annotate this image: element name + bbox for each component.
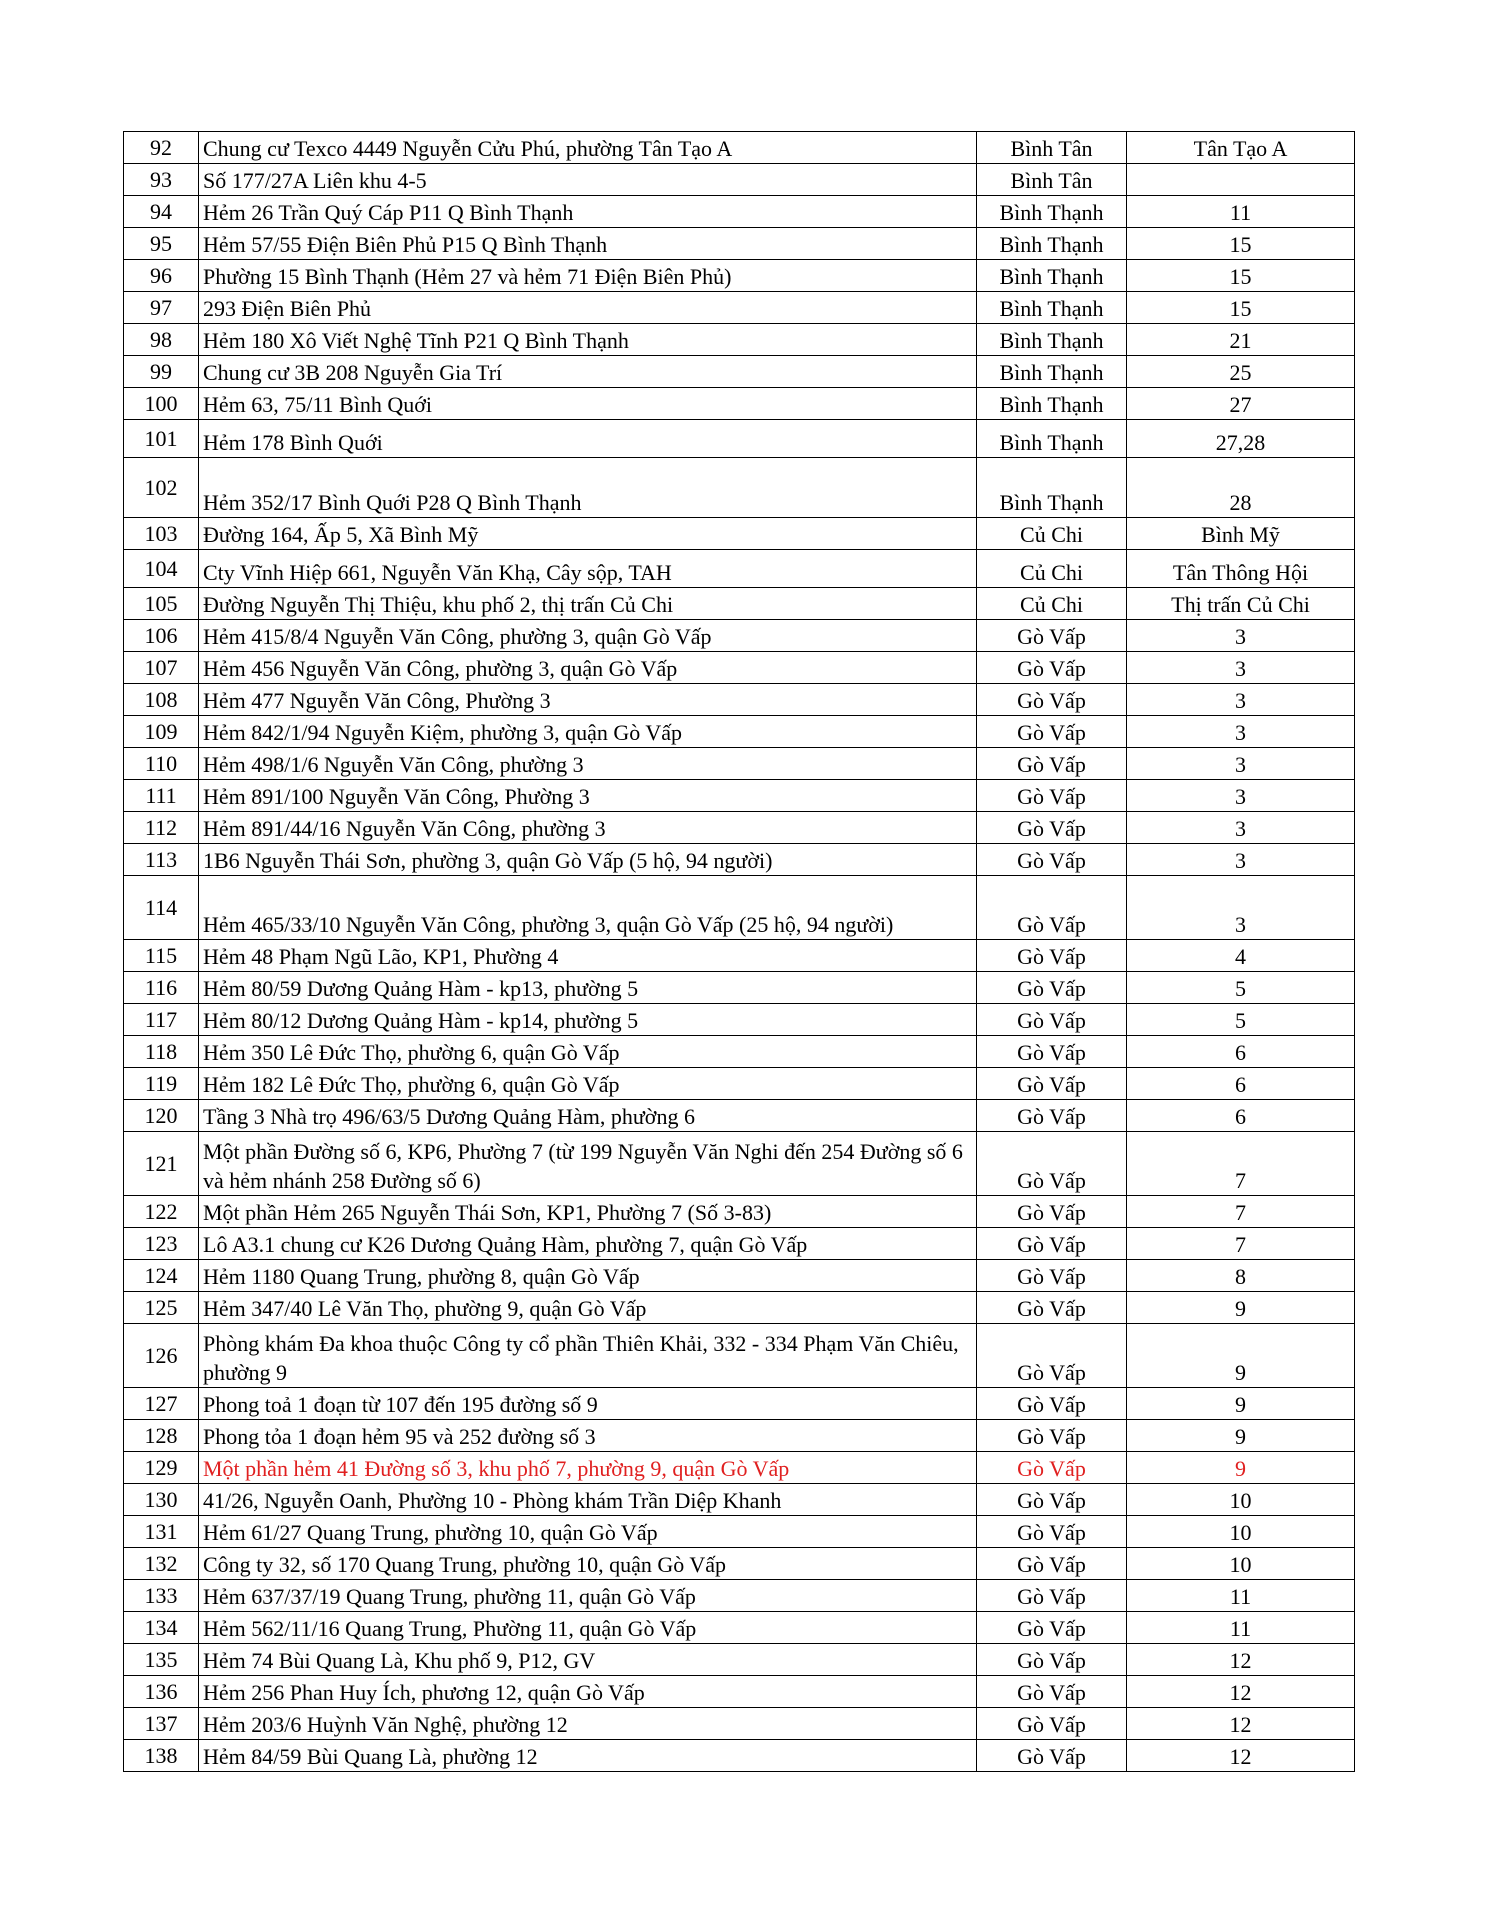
district-cell: Gò Vấp xyxy=(977,972,1127,1004)
table-row xyxy=(124,228,1355,260)
address-cell: Phong tỏa 1 đoạn hẻm 95 và 252 đường số 3 xyxy=(199,1420,977,1452)
address-cell: Hẻm 61/27 Quang Trung, phường 10, quận Gò Vấp xyxy=(199,1516,977,1548)
ward-cell: 3 xyxy=(1127,844,1355,876)
table-row xyxy=(124,1580,1355,1612)
ward-cell: 9 xyxy=(1127,1292,1355,1324)
table-row xyxy=(124,1708,1355,1740)
ward-cell: 7 xyxy=(1127,1228,1355,1260)
address-cell: 1B6 Nguyễn Thái Sơn, phường 3, quận Gò Vấp (5 hộ, 94 người) xyxy=(199,844,977,876)
table-row xyxy=(124,1548,1355,1580)
table-row xyxy=(124,1196,1355,1228)
row-number: 102 xyxy=(124,458,199,518)
table-row xyxy=(124,1324,1355,1388)
table-row xyxy=(124,1228,1355,1260)
row-number: 103 xyxy=(124,518,199,550)
row-number: 115 xyxy=(124,940,199,972)
row-number: 100 xyxy=(124,388,199,420)
ward-cell: 11 xyxy=(1127,196,1355,228)
district-cell: Gò Vấp xyxy=(977,1612,1127,1644)
district-cell: Gò Vấp xyxy=(977,1452,1127,1484)
address-cell: Số 177/27A Liên khu 4-5 xyxy=(199,164,977,196)
ward-cell: 6 xyxy=(1127,1100,1355,1132)
ward-cell: 3 xyxy=(1127,812,1355,844)
row-number: 117 xyxy=(124,1004,199,1036)
ward-cell: 9 xyxy=(1127,1420,1355,1452)
address-cell: Một phần Đường số 6, KP6, Phường 7 (từ 199 Nguyễn Văn Nghi đến 254 Đường số 6 và hẻm nhánh 258 Đường số 6) xyxy=(199,1132,977,1196)
district-cell: Bình Tân xyxy=(977,132,1127,164)
address-cell: Hẻm 562/11/16 Quang Trung, Phường 11, quận Gò Vấp xyxy=(199,1612,977,1644)
ward-cell: 12 xyxy=(1127,1676,1355,1708)
row-number: 98 xyxy=(124,324,199,356)
row-number: 96 xyxy=(124,260,199,292)
district-cell: Gò Vấp xyxy=(977,1292,1127,1324)
row-number: 111 xyxy=(124,780,199,812)
table-row xyxy=(124,972,1355,1004)
ward-cell: 15 xyxy=(1127,228,1355,260)
ward-cell: 12 xyxy=(1127,1708,1355,1740)
table-row xyxy=(124,388,1355,420)
address-cell: Hẻm 182 Lê Đức Thọ, phường 6, quận Gò Vấp xyxy=(199,1068,977,1100)
ward-cell: 15 xyxy=(1127,292,1355,324)
district-cell: Bình Thạnh xyxy=(977,292,1127,324)
address-cell: Một phần hẻm 41 Đường số 3, khu phố 7, phường 9, quận Gò Vấp xyxy=(199,1452,977,1484)
row-number: 138 xyxy=(124,1740,199,1772)
address-cell: Hẻm 456 Nguyễn Văn Công, phường 3, quận Gò Vấp xyxy=(199,652,977,684)
row-number: 104 xyxy=(124,550,199,588)
district-cell: Gò Vấp xyxy=(977,748,1127,780)
ward-cell: Tân Thông Hội xyxy=(1127,550,1355,588)
table-row xyxy=(124,1036,1355,1068)
ward-cell: 28 xyxy=(1127,458,1355,518)
row-number: 106 xyxy=(124,620,199,652)
district-cell: Gò Vấp xyxy=(977,844,1127,876)
district-cell: Gò Vấp xyxy=(977,684,1127,716)
district-cell: Gò Vấp xyxy=(977,620,1127,652)
district-cell: Gò Vấp xyxy=(977,1228,1127,1260)
district-cell: Gò Vấp xyxy=(977,1132,1127,1196)
row-number: 109 xyxy=(124,716,199,748)
district-cell: Gò Vấp xyxy=(977,1516,1127,1548)
table-row xyxy=(124,324,1355,356)
address-cell: Hẻm 26 Trần Quý Cáp P11 Q Bình Thạnh xyxy=(199,196,977,228)
table-body xyxy=(124,132,1355,1772)
address-cell: Hẻm 891/44/16 Nguyễn Văn Công, phường 3 xyxy=(199,812,977,844)
row-number: 107 xyxy=(124,652,199,684)
ward-cell: 5 xyxy=(1127,1004,1355,1036)
address-cell: Đường 164, Ấp 5, Xã Bình Mỹ xyxy=(199,518,977,550)
address-cell: Hẻm 180 Xô Viết Nghệ Tĩnh P21 Q Bình Thạnh xyxy=(199,324,977,356)
address-cell: Hẻm 498/1/6 Nguyễn Văn Công, phường 3 xyxy=(199,748,977,780)
address-cell: Lô A3.1 chung cư K26 Dương Quảng Hàm, phường 7, quận Gò Vấp xyxy=(199,1228,977,1260)
row-number: 92 xyxy=(124,132,199,164)
district-cell: Bình Thạnh xyxy=(977,458,1127,518)
ward-cell: 3 xyxy=(1127,620,1355,652)
table-row xyxy=(124,518,1355,550)
district-cell: Gò Vấp xyxy=(977,1068,1127,1100)
table-row xyxy=(124,1132,1355,1196)
table-row xyxy=(124,1004,1355,1036)
table-row xyxy=(124,620,1355,652)
table-row xyxy=(124,1676,1355,1708)
table-row xyxy=(124,588,1355,620)
table-row xyxy=(124,132,1355,164)
address-table xyxy=(123,131,1355,1772)
table-row xyxy=(124,1612,1355,1644)
ward-cell: 25 xyxy=(1127,356,1355,388)
row-number: 131 xyxy=(124,1516,199,1548)
row-number: 122 xyxy=(124,1196,199,1228)
table-row xyxy=(124,458,1355,518)
district-cell: Củ Chi xyxy=(977,518,1127,550)
table-row xyxy=(124,844,1355,876)
row-number: 121 xyxy=(124,1132,199,1196)
address-cell: Tầng 3 Nhà trọ 496/63/5 Dương Quảng Hàm, phường 6 xyxy=(199,1100,977,1132)
row-number: 118 xyxy=(124,1036,199,1068)
table-row xyxy=(124,1452,1355,1484)
table-row xyxy=(124,812,1355,844)
address-cell: Hẻm 80/59 Dương Quảng Hàm - kp13, phường 5 xyxy=(199,972,977,1004)
address-cell: Hẻm 256 Phan Huy Ích, phương 12, quận Gò Vấp xyxy=(199,1676,977,1708)
address-cell: Hẻm 178 Bình Quới xyxy=(199,420,977,458)
district-cell: Bình Thạnh xyxy=(977,356,1127,388)
ward-cell: 5 xyxy=(1127,972,1355,1004)
address-cell: Phường 15 Bình Thạnh (Hẻm 27 và hẻm 71 Điện Biên Phủ) xyxy=(199,260,977,292)
ward-cell: 3 xyxy=(1127,748,1355,780)
table-row xyxy=(124,420,1355,458)
ward-cell: Tân Tạo A xyxy=(1127,132,1355,164)
address-cell: Hẻm 347/40 Lê Văn Thọ, phường 9, quận Gò Vấp xyxy=(199,1292,977,1324)
district-cell: Gò Vấp xyxy=(977,716,1127,748)
table-row xyxy=(124,652,1355,684)
district-cell: Gò Vấp xyxy=(977,1708,1127,1740)
address-cell: Hẻm 350 Lê Đức Thọ, phường 6, quận Gò Vấp xyxy=(199,1036,977,1068)
address-cell: Hẻm 415/8/4 Nguyễn Văn Công, phường 3, quận Gò Vấp xyxy=(199,620,977,652)
district-cell: Gò Vấp xyxy=(977,1676,1127,1708)
table-row xyxy=(124,716,1355,748)
row-number: 137 xyxy=(124,1708,199,1740)
row-number: 113 xyxy=(124,844,199,876)
address-cell: Hẻm 84/59 Bùi Quang Là, phường 12 xyxy=(199,1740,977,1772)
address-cell: Một phần Hẻm 265 Nguyễn Thái Sơn, KP1, Phường 7 (Số 3-83) xyxy=(199,1196,977,1228)
row-number: 126 xyxy=(124,1324,199,1388)
row-number: 124 xyxy=(124,1260,199,1292)
table-row xyxy=(124,356,1355,388)
ward-cell: 27,28 xyxy=(1127,420,1355,458)
ward-cell: 7 xyxy=(1127,1196,1355,1228)
ward-cell: 3 xyxy=(1127,652,1355,684)
row-number: 116 xyxy=(124,972,199,1004)
district-cell: Bình Thạnh xyxy=(977,196,1127,228)
row-number: 97 xyxy=(124,292,199,324)
table-row xyxy=(124,1420,1355,1452)
ward-cell: 10 xyxy=(1127,1548,1355,1580)
ward-cell: 9 xyxy=(1127,1452,1355,1484)
ward-cell: 10 xyxy=(1127,1484,1355,1516)
address-cell: Phong toả 1 đoạn từ 107 đến 195 đường số 9 xyxy=(199,1388,977,1420)
row-number: 135 xyxy=(124,1644,199,1676)
table-row xyxy=(124,684,1355,716)
district-cell: Gò Vấp xyxy=(977,1420,1127,1452)
table-row xyxy=(124,1484,1355,1516)
table-row xyxy=(124,1516,1355,1548)
district-cell: Gò Vấp xyxy=(977,652,1127,684)
address-cell: Hẻm 80/12 Dương Quảng Hàm - kp14, phường 5 xyxy=(199,1004,977,1036)
table-row xyxy=(124,780,1355,812)
district-cell: Bình Thạnh xyxy=(977,420,1127,458)
address-cell: Hẻm 352/17 Bình Quới P28 Q Bình Thạnh xyxy=(199,458,977,518)
table-row xyxy=(124,1068,1355,1100)
row-number: 114 xyxy=(124,876,199,940)
ward-cell: 9 xyxy=(1127,1388,1355,1420)
district-cell: Củ Chi xyxy=(977,588,1127,620)
address-cell: Chung cư Texco 4449 Nguyễn Cửu Phú, phường Tân Tạo A xyxy=(199,132,977,164)
address-cell: Hẻm 465/33/10 Nguyễn Văn Công, phường 3, quận Gò Vấp (25 hộ, 94 người) xyxy=(199,876,977,940)
table-row xyxy=(124,1100,1355,1132)
row-number: 105 xyxy=(124,588,199,620)
table-row xyxy=(124,260,1355,292)
row-number: 132 xyxy=(124,1548,199,1580)
row-number: 134 xyxy=(124,1612,199,1644)
ward-cell: 15 xyxy=(1127,260,1355,292)
ward-cell: 3 xyxy=(1127,780,1355,812)
ward-cell: 8 xyxy=(1127,1260,1355,1292)
district-cell: Bình Thạnh xyxy=(977,388,1127,420)
address-cell: Hẻm 842/1/94 Nguyễn Kiệm, phường 3, quận Gò Vấp xyxy=(199,716,977,748)
ward-cell: 11 xyxy=(1127,1580,1355,1612)
ward-cell: 21 xyxy=(1127,324,1355,356)
table-row xyxy=(124,550,1355,588)
row-number: 123 xyxy=(124,1228,199,1260)
district-cell: Bình Thạnh xyxy=(977,228,1127,260)
table-row xyxy=(124,748,1355,780)
ward-cell: 11 xyxy=(1127,1612,1355,1644)
row-number: 108 xyxy=(124,684,199,716)
district-cell: Gò Vấp xyxy=(977,940,1127,972)
table-row xyxy=(124,876,1355,940)
row-number: 133 xyxy=(124,1580,199,1612)
address-cell: Hẻm 477 Nguyễn Văn Công, Phường 3 xyxy=(199,684,977,716)
table-row xyxy=(124,1260,1355,1292)
ward-cell: 10 xyxy=(1127,1516,1355,1548)
address-cell: Chung cư 3B 208 Nguyễn Gia Trí xyxy=(199,356,977,388)
ward-cell: 9 xyxy=(1127,1324,1355,1388)
district-cell: Gò Vấp xyxy=(977,1484,1127,1516)
district-cell: Gò Vấp xyxy=(977,1548,1127,1580)
ward-cell: 27 xyxy=(1127,388,1355,420)
table-row xyxy=(124,292,1355,324)
district-cell: Gò Vấp xyxy=(977,812,1127,844)
address-cell: Đường Nguyễn Thị Thiệu, khu phố 2, thị trấn Củ Chi xyxy=(199,588,977,620)
ward-cell: 6 xyxy=(1127,1068,1355,1100)
table-row xyxy=(124,1740,1355,1772)
table-row xyxy=(124,1644,1355,1676)
district-cell: Gò Vấp xyxy=(977,1388,1127,1420)
row-number: 125 xyxy=(124,1292,199,1324)
ward-cell: 7 xyxy=(1127,1132,1355,1196)
address-cell: Hẻm 891/100 Nguyễn Văn Công, Phường 3 xyxy=(199,780,977,812)
district-cell: Gò Vấp xyxy=(977,1100,1127,1132)
row-number: 95 xyxy=(124,228,199,260)
district-cell: Củ Chi xyxy=(977,550,1127,588)
ward-cell: 4 xyxy=(1127,940,1355,972)
district-cell: Gò Vấp xyxy=(977,1004,1127,1036)
address-cell: Hẻm 48 Phạm Ngũ Lão, KP1, Phường 4 xyxy=(199,940,977,972)
row-number: 110 xyxy=(124,748,199,780)
address-cell: Hẻm 203/6 Huỳnh Văn Nghệ, phường 12 xyxy=(199,1708,977,1740)
ward-cell: 12 xyxy=(1127,1644,1355,1676)
address-cell: Hẻm 57/55 Điện Biên Phủ P15 Q Bình Thạnh xyxy=(199,228,977,260)
ward-cell: Thị trấn Củ Chi xyxy=(1127,588,1355,620)
row-number: 129 xyxy=(124,1452,199,1484)
row-number: 93 xyxy=(124,164,199,196)
row-number: 136 xyxy=(124,1676,199,1708)
address-cell: 41/26, Nguyễn Oanh, Phường 10 - Phòng khám Trần Diệp Khanh xyxy=(199,1484,977,1516)
row-number: 127 xyxy=(124,1388,199,1420)
row-number: 130 xyxy=(124,1484,199,1516)
district-cell: Gò Vấp xyxy=(977,1036,1127,1068)
row-number: 101 xyxy=(124,420,199,458)
address-cell: Cty Vĩnh Hiệp 661, Nguyễn Văn Khạ, Cây sộp, TAH xyxy=(199,550,977,588)
district-cell: Gò Vấp xyxy=(977,1580,1127,1612)
row-number: 112 xyxy=(124,812,199,844)
address-cell: Hẻm 74 Bùi Quang Là, Khu phố 9, P12, GV xyxy=(199,1644,977,1676)
table-row xyxy=(124,164,1355,196)
district-cell: Gò Vấp xyxy=(977,1324,1127,1388)
table-row xyxy=(124,1388,1355,1420)
district-cell: Gò Vấp xyxy=(977,1196,1127,1228)
ward-cell xyxy=(1127,164,1355,196)
district-cell: Gò Vấp xyxy=(977,876,1127,940)
district-cell: Gò Vấp xyxy=(977,1644,1127,1676)
ward-cell: 3 xyxy=(1127,716,1355,748)
table-row xyxy=(124,196,1355,228)
address-cell: Công ty 32, số 170 Quang Trung, phường 10, quận Gò Vấp xyxy=(199,1548,977,1580)
row-number: 119 xyxy=(124,1068,199,1100)
table-row xyxy=(124,940,1355,972)
address-cell: Hẻm 1180 Quang Trung, phường 8, quận Gò Vấp xyxy=(199,1260,977,1292)
ward-cell: 3 xyxy=(1127,684,1355,716)
ward-cell: 6 xyxy=(1127,1036,1355,1068)
address-cell: 293 Điện Biên Phủ xyxy=(199,292,977,324)
ward-cell: 12 xyxy=(1127,1740,1355,1772)
district-cell: Bình Tân xyxy=(977,164,1127,196)
ward-cell: 3 xyxy=(1127,876,1355,940)
district-cell: Bình Thạnh xyxy=(977,324,1127,356)
row-number: 120 xyxy=(124,1100,199,1132)
row-number: 94 xyxy=(124,196,199,228)
district-cell: Gò Vấp xyxy=(977,780,1127,812)
ward-cell: Bình Mỹ xyxy=(1127,518,1355,550)
address-cell: Hẻm 63, 75/11 Bình Quới xyxy=(199,388,977,420)
district-cell: Gò Vấp xyxy=(977,1740,1127,1772)
district-cell: Gò Vấp xyxy=(977,1260,1127,1292)
address-cell: Hẻm 637/37/19 Quang Trung, phường 11, quận Gò Vấp xyxy=(199,1580,977,1612)
address-cell: Phòng khám Đa khoa thuộc Công ty cổ phần Thiên Khải, 332 - 334 Phạm Văn Chiêu, phường 9 xyxy=(199,1324,977,1388)
row-number: 128 xyxy=(124,1420,199,1452)
district-cell: Bình Thạnh xyxy=(977,260,1127,292)
row-number: 99 xyxy=(124,356,199,388)
table-row xyxy=(124,1292,1355,1324)
